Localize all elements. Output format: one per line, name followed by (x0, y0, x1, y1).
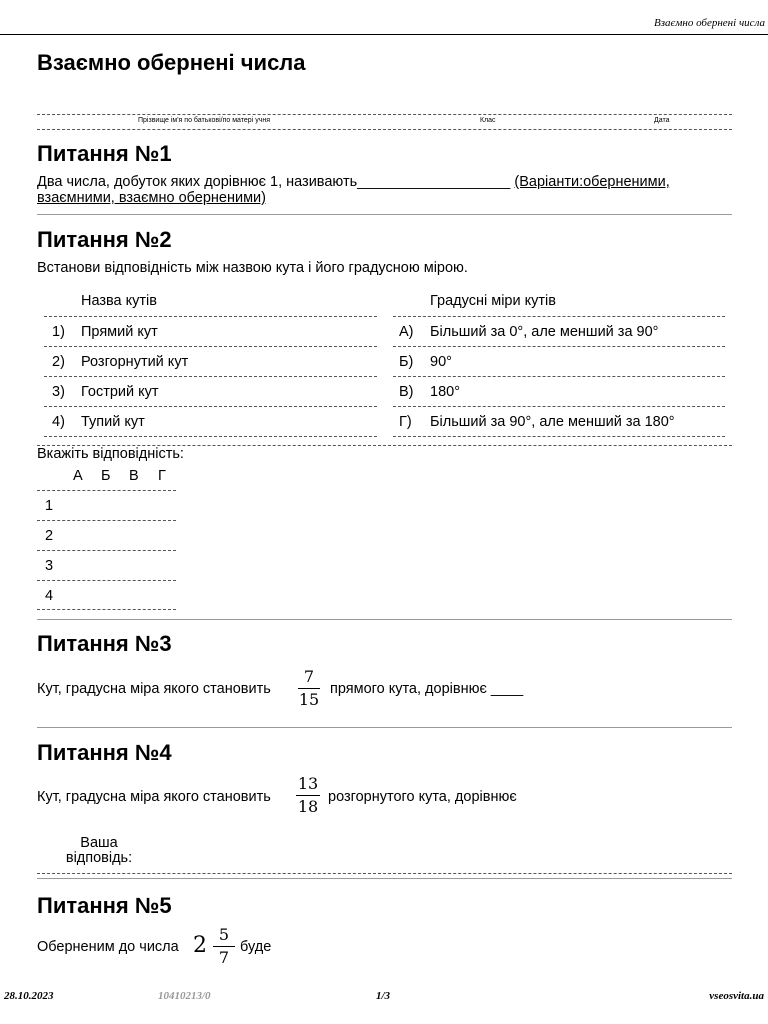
grid-row-number: 2 (45, 528, 54, 544)
fraction-bar (298, 688, 320, 689)
page-number: 1/3 (376, 990, 391, 1002)
student-name-label: Прізвище ім'я по батькові/по матері учня (138, 117, 270, 124)
right-column-header: Градусні міри кутів (430, 293, 556, 309)
question-3-heading: Питання №3 (37, 631, 172, 656)
right-item-row (393, 347, 725, 377)
matching-table (44, 286, 725, 438)
left-item-text: Гострий кут (81, 384, 159, 400)
question-5-heading: Питання №5 (37, 893, 172, 918)
document-title: Взаємно обернені числа (37, 50, 306, 75)
left-item-number: 2) (52, 354, 65, 370)
mixed-number-whole: 2 (193, 933, 207, 958)
right-item-letter: Г) (399, 414, 412, 430)
question-4-fraction (296, 774, 320, 817)
left-item-text: Прямий кут (81, 324, 158, 340)
fraction-denominator: 7 (218, 948, 230, 967)
question-4-text-after: розгорнутого кута, дорівнює (328, 789, 517, 805)
right-item-letter: А) (399, 324, 414, 340)
fraction-numerator: 13 (297, 774, 319, 793)
fraction-numerator: 7 (303, 667, 315, 686)
left-item-row (44, 347, 377, 377)
question-5-text-after: буде (240, 939, 272, 955)
left-column-header: Назва кутів (81, 293, 157, 309)
question-2-heading: Питання №2 (37, 227, 172, 252)
grid-row-number: 1 (45, 498, 54, 514)
question-1-options: (Варіанти:оберненими, взаємними, взаємно оберненими) (37, 174, 670, 206)
fraction-bar (296, 795, 320, 796)
question-3-fraction (298, 667, 320, 710)
right-item-row (393, 317, 725, 347)
date-label: Дата (654, 117, 670, 124)
question-1-heading: Питання №1 (37, 141, 172, 166)
right-item-text: 180° (430, 384, 460, 400)
answer-grid-label: Вкажіть відповідність: (37, 446, 184, 462)
answer-grid (37, 463, 176, 611)
question-1-text (37, 174, 727, 206)
right-item-text: 90° (430, 354, 452, 370)
right-item-text: Більший за 90°, але менший за 180° (430, 414, 675, 430)
grid-row[interactable] (37, 490, 176, 520)
student-info-line (37, 114, 732, 130)
right-item-letter: Б) (399, 354, 414, 370)
fraction-denominator: 18 (297, 797, 319, 816)
grid-row-number: 4 (45, 588, 54, 604)
grid-row[interactable] (37, 520, 176, 550)
question-3-text-after: прямого кута, дорівнює ____ (330, 681, 524, 697)
question-2-text: Встанови відповідність між назвою кута і його градусною мірою. (37, 260, 468, 276)
right-item-letter: В) (399, 384, 414, 400)
header-divider (0, 34, 768, 35)
running-header: Взаємно обернені числа (654, 17, 765, 29)
class-label: Клас (480, 117, 496, 124)
section-divider (37, 619, 732, 620)
footer-site: vseosvita.ua (709, 990, 764, 1002)
answer-label: Ваша відповідь: (65, 835, 133, 866)
grid-row[interactable] (37, 580, 176, 610)
left-item-text: Тупий кут (81, 414, 145, 430)
question-4-heading: Питання №4 (37, 740, 172, 765)
left-item-number: 3) (52, 384, 65, 400)
left-item-number: 4) (52, 414, 65, 430)
question-5-fraction (213, 925, 235, 968)
left-item-text: Розгорнутий кут (81, 354, 189, 370)
footer-code: 10410213/0 (158, 990, 211, 1002)
grid-row-number: 3 (45, 558, 54, 574)
grid-column-header: Г (158, 468, 166, 484)
grid-column-header: В (129, 468, 139, 484)
fraction-bar (213, 946, 235, 947)
left-item-row (44, 407, 377, 437)
grid-column-header: А (73, 468, 83, 484)
left-item-row (44, 377, 377, 407)
fraction-numerator: 5 (218, 925, 230, 944)
answer-input-line[interactable] (37, 873, 732, 879)
left-item-row (44, 317, 377, 347)
section-divider (37, 214, 732, 215)
question-1-blank[interactable]: ___________________ (357, 174, 511, 190)
question-3-text-before: Кут, градусна міра якого становить (37, 681, 271, 697)
footer-date: 28.10.2023 (4, 990, 54, 1002)
section-divider (37, 727, 732, 728)
grid-row[interactable] (37, 550, 176, 580)
question-5-text-before: Оберненим до числа (37, 939, 179, 955)
question-4-text-before: Кут, градусна міра якого становить (37, 789, 271, 805)
left-item-number: 1) (52, 324, 65, 340)
grid-column-header: Б (101, 468, 111, 484)
fraction-denominator: 15 (298, 690, 320, 709)
right-item-text: Більший за 0°, але менший за 90° (430, 324, 659, 340)
right-item-row (393, 377, 725, 407)
question-1-statement: Два числа, добуток яких дорівнює 1, називають (37, 174, 358, 190)
right-item-row (393, 407, 725, 437)
